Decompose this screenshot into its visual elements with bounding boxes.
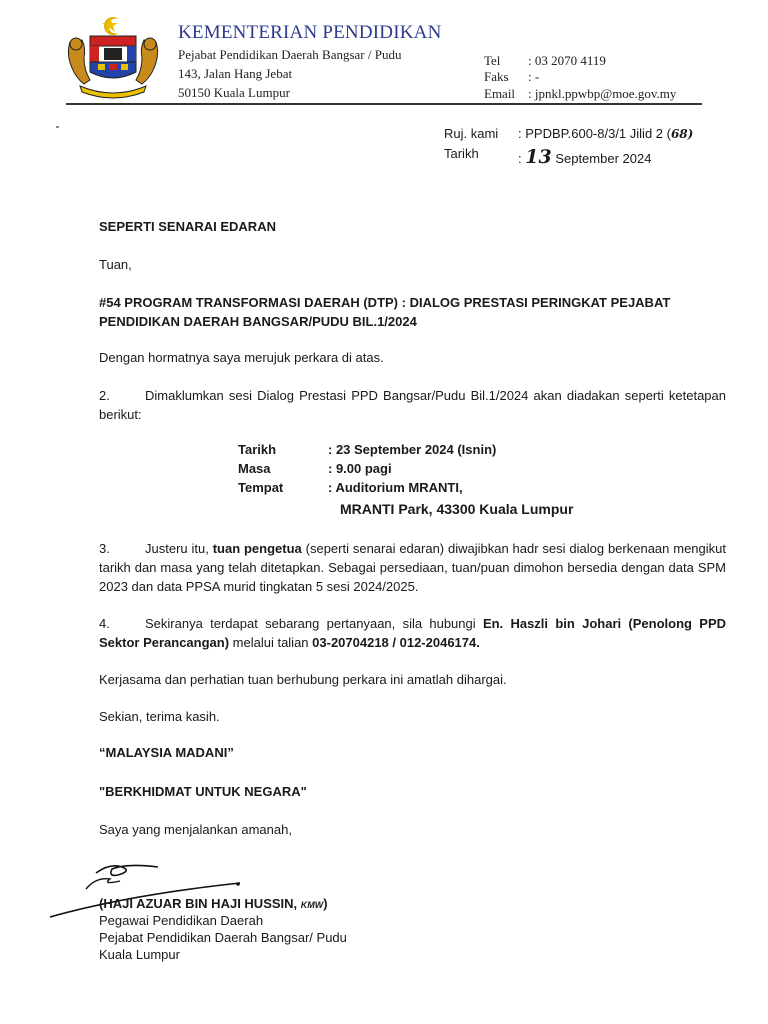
signatory-close-paren: ): [323, 896, 328, 911]
detail-row-venue: [238, 480, 463, 499]
contact-label: Email: [484, 86, 516, 101]
detail-label: Tempat: [238, 480, 284, 495]
date-month-year: September 2024: [551, 151, 652, 166]
contact-tel: [484, 53, 606, 69]
letterhead: [0, 0, 768, 110]
reference-number: [444, 126, 694, 146]
paragraph-text-cont: (seperti senarai edaran) diwajibkan hadr sesi dialog berkenaan mengikut tarikh dan masa yang telah ditetapkan. Sebagai persediaan, tuan/puan dimohon bersedia dengan data SPM 2023 dan data PPSA murid tingkatan 5 sesi 2024/2025.: [99, 541, 726, 594]
reference-value: : PPDBP.600-8/3/1 Jilid 2 (: [518, 126, 671, 141]
coat-of-arms-icon: [58, 14, 168, 100]
paragraph-2: [99, 386, 726, 424]
detail-value: : 9.00 pagi: [328, 461, 392, 476]
detail-value: : Auditorium MRANTI,: [328, 480, 463, 495]
contact-phone: 03-20704218 / 012-2046174.: [312, 635, 480, 650]
contact-email: [484, 86, 676, 102]
signatory-title: Pegawai Pendidikan Daerah: [99, 913, 264, 928]
office-name: Pejabat Pendidikan Daerah Bangsar / Pudu: [178, 47, 402, 62]
paragraph-number: 4.: [99, 616, 110, 631]
thanks-line: Kerjasama dan perhatian tuan berhubung perkara ini amatlah dihargai.: [99, 672, 507, 687]
contact-fax: [484, 69, 539, 85]
closing-line: Sekian, terima kasih.: [99, 709, 220, 724]
paragraph-text: Justeru itu,: [145, 541, 213, 556]
detail-row-time: [238, 461, 392, 480]
reference-handwritten: 68): [670, 127, 694, 141]
event-details: [238, 442, 574, 521]
contact-label: Tel: [484, 53, 501, 68]
signatory-name-text: (HAJI AZUAR BIN HAJI HUSSIN,: [99, 896, 301, 911]
paragraph-emphasis: tuan pengetua: [212, 541, 302, 556]
detail-label: Masa: [238, 461, 271, 476]
opening-line: Dengan hormatnya saya merujuk perkara di atas.: [99, 350, 384, 365]
motto-madani: “MALAYSIA MADANI”: [99, 745, 234, 760]
motto-berkhidmat: "BERKHIDMAT UNTUK NEGARA": [99, 784, 307, 799]
detail-label: Tarikh: [238, 442, 277, 457]
ministry-name: KEMENTERIAN PENDIDIKAN: [178, 22, 442, 43]
office-street: 143, Jalan Hang Jebat: [178, 66, 293, 81]
reference-label: Ruj. kami: [444, 126, 499, 141]
signatory-city: Kuala Lumpur: [99, 947, 180, 962]
contact-value: : -: [528, 69, 540, 84]
contact-label: Faks: [484, 69, 509, 84]
paragraph-text: Dimaklumkan sesi Dialog Prestasi PPD Bangsar/Pudu Bil.1/2024 akan diadakan seperti ketetapan berikut:: [99, 388, 726, 422]
detail-row-date: [238, 442, 497, 461]
paragraph-number: 3.: [99, 541, 110, 556]
detail-row-venue-address: [238, 499, 574, 521]
contact-value: : jpnkl.ppwbp@moe.gov.my: [528, 86, 677, 101]
paragraph-text-cont: melalui talian: [229, 635, 313, 650]
detail-value: : 23 September 2024 (Isnin): [328, 442, 497, 457]
office-city: 50150 Kuala Lumpur: [178, 85, 290, 100]
recipient: SEPERTI SENARAI EDARAN: [99, 219, 276, 234]
signatory-honorific: KMW: [300, 900, 324, 910]
detail-value: MRANTI Park, 43300 Kuala Lumpur: [340, 501, 574, 517]
salutation: Tuan,: [99, 257, 132, 272]
paragraph-4: [99, 614, 726, 652]
duty-line: Saya yang menjalankan amanah,: [99, 822, 292, 837]
letterhead-divider: [66, 103, 702, 105]
subject-heading: #54 PROGRAM TRANSFORMASI DAERAH (DTP) : DIALOG PRESTASI PERINGKAT PEJABAT PENDIDIKAN DAERAH BANGSAR/PUDU BIL.1/2024: [99, 295, 671, 329]
date-colon: :: [518, 151, 522, 166]
reference-date: [444, 146, 652, 168]
paragraph-number: 2.: [99, 388, 110, 403]
signatory-office: Pejabat Pendidikan Daerah Bangsar/ Pudu: [99, 930, 347, 945]
scan-speck: [56, 126, 59, 128]
paragraph-text: Sekiranya terdapat sebarang pertanyaan, sila hubungi: [145, 616, 483, 631]
date-label: Tarikh: [444, 146, 479, 161]
paragraph-3: [99, 539, 726, 596]
date-day-handwritten: 13: [525, 146, 552, 168]
contact-person: En. Haszli bin Johari (Penolong PPD Sektor Perancangan): [99, 616, 726, 650]
reference-block: [444, 126, 694, 168]
contact-value: : 03 2070 4119: [528, 53, 606, 68]
